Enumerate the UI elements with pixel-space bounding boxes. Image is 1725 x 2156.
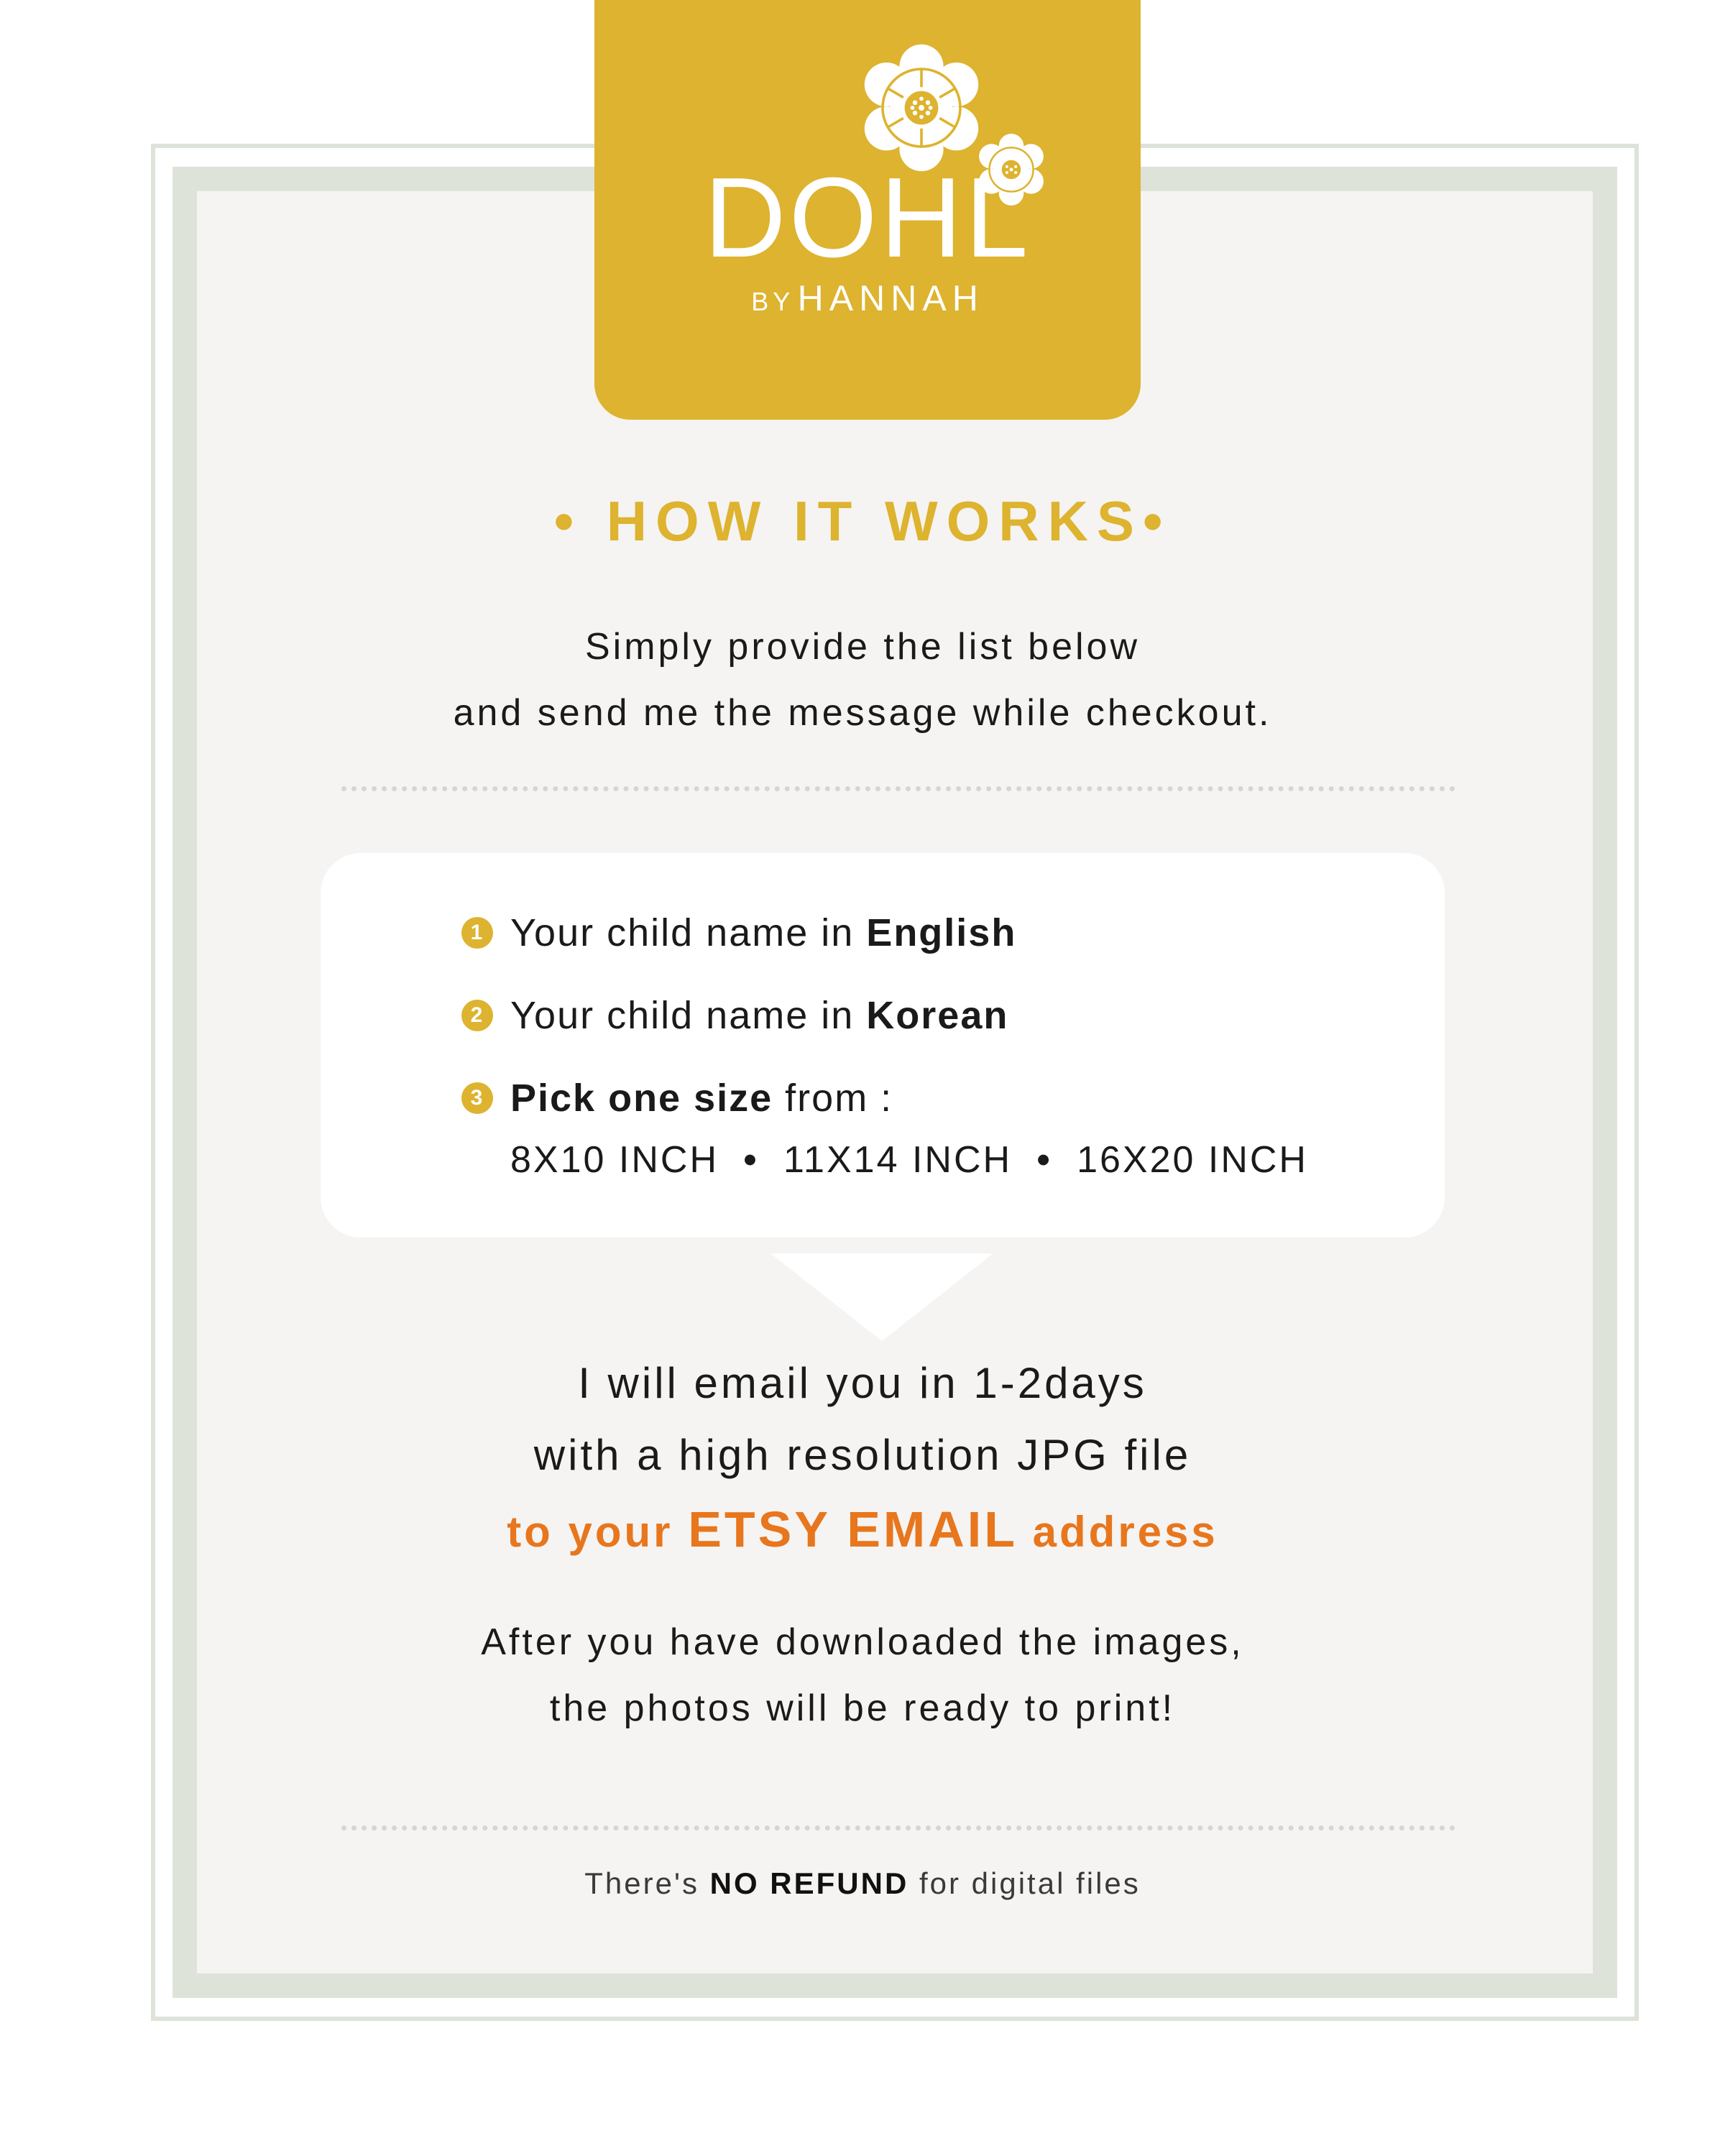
size-options (510, 1134, 1308, 1186)
step-number-badge: 3 (461, 1082, 493, 1114)
step-item (461, 1069, 893, 1127)
brand-name: DOHL (704, 155, 1031, 281)
step-text: Your child name in (510, 994, 867, 1037)
intro-line-2: and send me the message while checkout. (453, 692, 1272, 734)
step-number-badge: 2 (461, 1000, 493, 1031)
dotted-divider (341, 1825, 1455, 1830)
size-option: 11X14 INCH (783, 1139, 1013, 1181)
step-item (461, 987, 1008, 1044)
arrow-down-icon (770, 1253, 993, 1341)
step-emphasis: Pick one size (510, 1077, 773, 1120)
intro-line-1: Simply provide the list below (584, 626, 1141, 668)
refund-emphasis: NO REFUND (709, 1866, 909, 1900)
delivery-line-1: I will email you in 1-2days (578, 1359, 1147, 1407)
brand-subtitle (594, 277, 1141, 320)
page-heading: • HOW IT WORKS• (553, 489, 1172, 553)
step-number-badge: 1 (461, 917, 493, 949)
size-option: 16X20 INCH (1077, 1139, 1308, 1181)
step-text: from : (773, 1077, 893, 1120)
size-option: 8X10 INCH (510, 1139, 719, 1181)
delivery-suffix: address (1017, 1508, 1218, 1556)
step-emphasis: English (866, 911, 1017, 954)
bullet-separator: • (743, 1139, 759, 1181)
after-line-1: After you have downloaded the images, (481, 1621, 1244, 1663)
step-text: Your child name in (510, 911, 867, 954)
bullet-separator: • (1036, 1139, 1052, 1181)
after-line-2: the photos will be ready to print! (549, 1687, 1176, 1729)
delivery-line-3 (0, 1501, 1725, 1558)
delivery-line-2: with a high resolution JPG file (533, 1431, 1192, 1479)
brand-author: HANNAH (797, 278, 984, 318)
step-emphasis: Korean (866, 994, 1009, 1037)
brand-by: BY (751, 287, 795, 316)
refund-prefix: There's (584, 1866, 710, 1900)
flower-icon (857, 43, 986, 172)
refund-suffix: for digital files (908, 1866, 1141, 1900)
brand-logo-tab (594, 0, 1141, 420)
dotted-divider (341, 786, 1455, 791)
refund-notice (0, 1866, 1725, 1901)
step-item (461, 904, 1016, 962)
delivery-emphasis: ETSY EMAIL (688, 1501, 1018, 1557)
delivery-prefix: to your (507, 1508, 689, 1556)
